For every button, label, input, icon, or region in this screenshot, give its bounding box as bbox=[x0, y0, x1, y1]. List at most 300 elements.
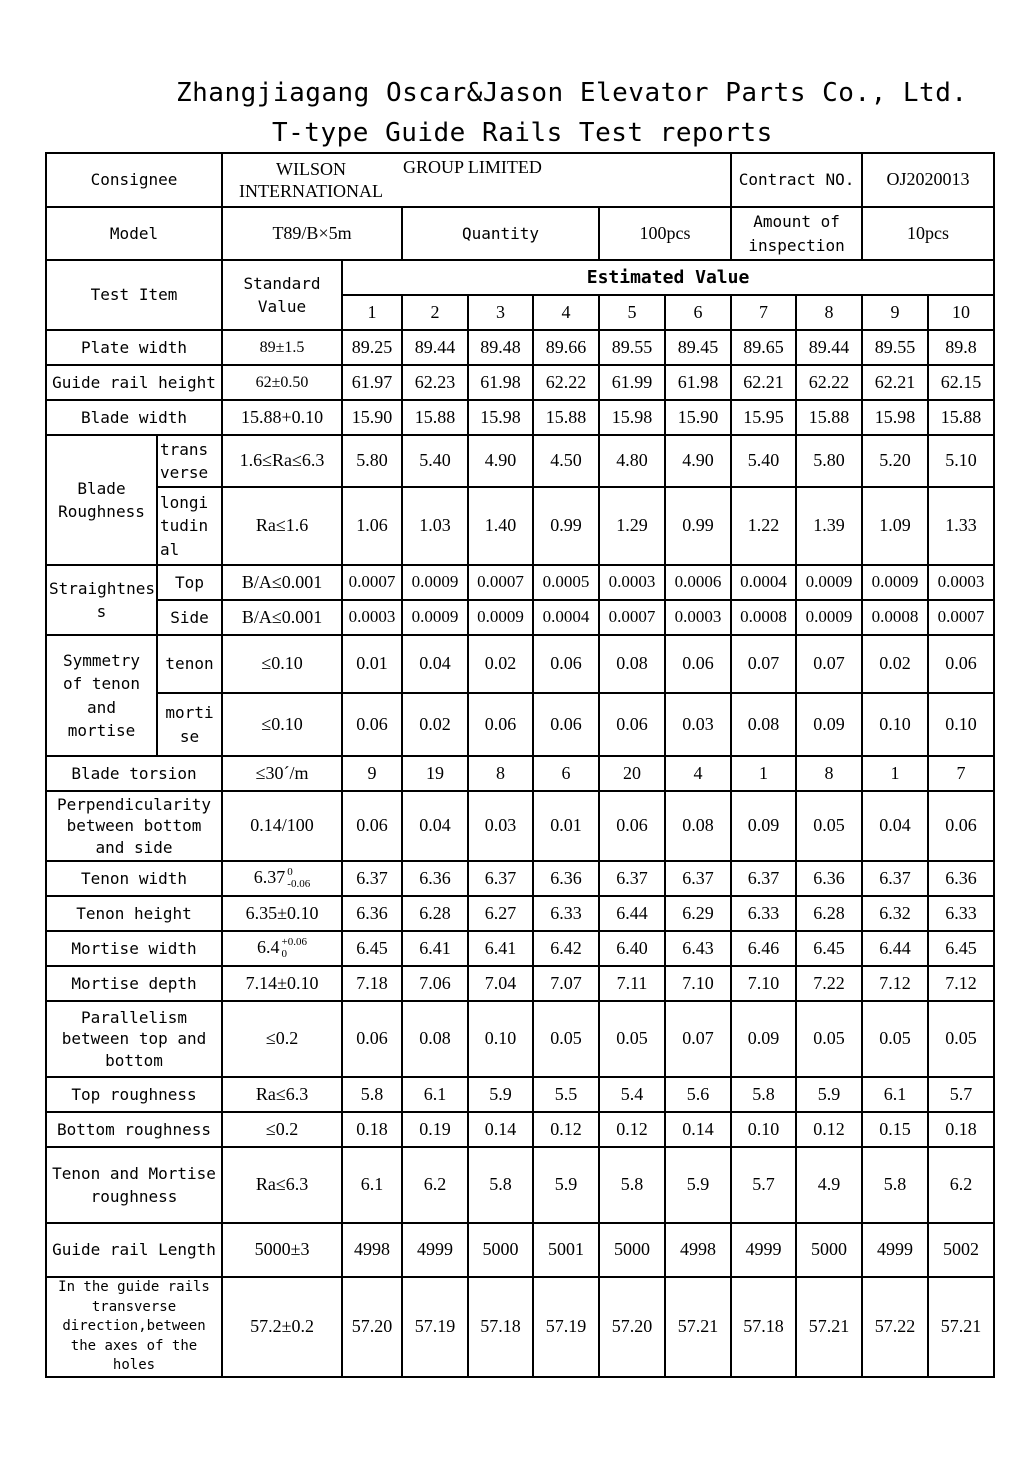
table-row-tenon-height bbox=[46, 896, 994, 931]
measured-value: 0.01 bbox=[342, 635, 402, 693]
measured-value: 6.33 bbox=[731, 896, 796, 931]
table-row-mortise-width bbox=[46, 931, 994, 966]
row-label: Mortise width bbox=[46, 931, 222, 966]
measured-value: 15.88 bbox=[402, 400, 468, 435]
measured-value: 62.21 bbox=[862, 365, 928, 400]
measured-value: 15.98 bbox=[862, 400, 928, 435]
estimated-value-header: Estimated Value bbox=[342, 260, 994, 295]
measured-value: 1.03 bbox=[402, 487, 468, 565]
table-row-blade-torsion bbox=[46, 756, 994, 791]
measured-value: 0.09 bbox=[731, 791, 796, 861]
standard-value: ≤30´/m bbox=[222, 756, 342, 791]
measured-value: 6.46 bbox=[731, 931, 796, 966]
row-group-label: Straightnes s bbox=[46, 565, 157, 635]
measured-value: 0.06 bbox=[599, 693, 665, 756]
measured-value: 89.55 bbox=[599, 330, 665, 365]
quantity-value: 100pcs bbox=[599, 207, 731, 260]
measured-value: 5000 bbox=[796, 1223, 862, 1277]
measured-value: 6.1 bbox=[342, 1147, 402, 1223]
measured-value: 57.19 bbox=[533, 1277, 599, 1377]
table-row-mortise-depth bbox=[46, 966, 994, 1001]
measured-value: 4999 bbox=[402, 1223, 468, 1277]
measured-value: 89.8 bbox=[928, 330, 994, 365]
row-label: Blade torsion bbox=[46, 756, 222, 791]
measured-value: 5.40 bbox=[402, 435, 468, 487]
measured-value: 1.39 bbox=[796, 487, 862, 565]
measured-value: 0.08 bbox=[402, 1001, 468, 1077]
measured-value: 6.2 bbox=[928, 1147, 994, 1223]
measured-value: 6.36 bbox=[342, 896, 402, 931]
measured-value: 0.19 bbox=[402, 1112, 468, 1147]
standard-value: 15.88+0.10 bbox=[222, 400, 342, 435]
measured-value: 5.7 bbox=[928, 1077, 994, 1112]
row-group-label: Blade Roughness bbox=[46, 435, 157, 565]
model-value: T89/B×5m bbox=[222, 207, 402, 260]
measured-value: 7.22 bbox=[796, 966, 862, 1001]
row-sublabel: tenon bbox=[157, 635, 222, 693]
report-title: T-type Guide Rails Test reports bbox=[272, 118, 773, 148]
sample-number: 7 bbox=[731, 295, 796, 330]
contract-label: Contract NO. bbox=[731, 153, 862, 207]
measured-value: 6.44 bbox=[862, 931, 928, 966]
measured-value: 1 bbox=[862, 756, 928, 791]
measured-value: 89.66 bbox=[533, 330, 599, 365]
row-label: Plate width bbox=[46, 330, 222, 365]
consignee-value-line1: WILSON bbox=[276, 158, 347, 179]
measured-value: 0.03 bbox=[468, 791, 533, 861]
measured-value: 57.18 bbox=[731, 1277, 796, 1377]
measured-value: 89.44 bbox=[402, 330, 468, 365]
tolerance-lower: 0 bbox=[281, 947, 288, 960]
consignee-row bbox=[46, 153, 994, 207]
measured-value: 7 bbox=[928, 756, 994, 791]
measured-value: 7.12 bbox=[862, 966, 928, 1001]
measured-value: 6 bbox=[533, 756, 599, 791]
measured-value: 4998 bbox=[342, 1223, 402, 1277]
measured-value: 0.08 bbox=[599, 635, 665, 693]
measured-value: 57.22 bbox=[862, 1277, 928, 1377]
measured-value: 5.6 bbox=[665, 1077, 731, 1112]
measured-value: 57.20 bbox=[342, 1277, 402, 1377]
measured-value: 6.36 bbox=[402, 861, 468, 896]
measured-value: 5.9 bbox=[796, 1077, 862, 1112]
measured-value: 62.23 bbox=[402, 365, 468, 400]
standard-value: Ra≤6.3 bbox=[222, 1147, 342, 1223]
measured-value: 0.0007 bbox=[599, 600, 665, 635]
test-report-table bbox=[45, 152, 995, 1378]
measured-value: 5001 bbox=[533, 1223, 599, 1277]
measured-value: 0.05 bbox=[599, 1001, 665, 1077]
row-label: Guide rail height bbox=[46, 365, 222, 400]
row-label: Blade width bbox=[46, 400, 222, 435]
measured-value: 5.8 bbox=[599, 1147, 665, 1223]
tolerance bbox=[287, 867, 310, 890]
measured-value: 0.0009 bbox=[796, 600, 862, 635]
measured-value: 89.25 bbox=[342, 330, 402, 365]
measured-value: 61.98 bbox=[468, 365, 533, 400]
measured-value: 0.06 bbox=[665, 635, 731, 693]
consignee-value-line2: INTERNATIONAL bbox=[239, 181, 383, 201]
measured-value: 0.99 bbox=[665, 487, 731, 565]
measured-value: 1.29 bbox=[599, 487, 665, 565]
measured-value: 0.02 bbox=[862, 635, 928, 693]
sample-number: 9 bbox=[862, 295, 928, 330]
measured-value: 5.8 bbox=[862, 1147, 928, 1223]
standard-value: Ra≤1.6 bbox=[222, 487, 342, 565]
row-label: In the guide rails transverse direction,between the axes of the holes bbox=[46, 1277, 222, 1377]
measured-value: 0.10 bbox=[468, 1001, 533, 1077]
table-row-plate-width bbox=[46, 330, 994, 365]
measured-value: 0.15 bbox=[862, 1112, 928, 1147]
row-label: Mortise depth bbox=[46, 966, 222, 1001]
standard-value bbox=[222, 861, 342, 896]
measured-value: 0.10 bbox=[731, 1112, 796, 1147]
tolerance-upper: +0.06 bbox=[281, 936, 307, 949]
measured-value: 0.0005 bbox=[533, 565, 599, 600]
measured-value: 0.14 bbox=[665, 1112, 731, 1147]
measured-value: 7.11 bbox=[599, 966, 665, 1001]
measured-value: 61.99 bbox=[599, 365, 665, 400]
consignee-label: Consignee bbox=[46, 153, 222, 207]
measured-value: 0.06 bbox=[928, 635, 994, 693]
tolerance-upper: 0 bbox=[287, 866, 293, 879]
standard-value: B/A≤0.001 bbox=[222, 600, 342, 635]
measured-value: 0.0007 bbox=[342, 565, 402, 600]
sample-number: 2 bbox=[402, 295, 468, 330]
measured-value: 7.18 bbox=[342, 966, 402, 1001]
table-row-guide-rail-length bbox=[46, 1223, 994, 1277]
measured-value: 5.40 bbox=[731, 435, 796, 487]
row-sublabel: morti se bbox=[157, 693, 222, 756]
measured-value: 6.45 bbox=[796, 931, 862, 966]
measured-value: 5002 bbox=[928, 1223, 994, 1277]
standard-value: ≤0.10 bbox=[222, 693, 342, 756]
measured-value: 0.01 bbox=[533, 791, 599, 861]
test-item-header: Test Item bbox=[46, 260, 222, 330]
table-row-bottom-roughness bbox=[46, 1112, 994, 1147]
measured-value: 62.21 bbox=[731, 365, 796, 400]
contract-value: OJ2020013 bbox=[862, 153, 994, 207]
measured-value: 0.12 bbox=[796, 1112, 862, 1147]
measured-value: 89.65 bbox=[731, 330, 796, 365]
measured-value: 20 bbox=[599, 756, 665, 791]
company-name: Zhangjiagang Oscar&Jason Elevator Parts Co., Ltd. bbox=[176, 78, 968, 108]
table-row-top-roughness bbox=[46, 1077, 994, 1112]
measured-value: 0.07 bbox=[796, 635, 862, 693]
measured-value: 15.88 bbox=[533, 400, 599, 435]
row-sublabel: longi tudin al bbox=[157, 487, 222, 565]
measured-value: 57.21 bbox=[796, 1277, 862, 1377]
measured-value: 0.12 bbox=[599, 1112, 665, 1147]
measured-value: 5000 bbox=[468, 1223, 533, 1277]
measured-value: 1 bbox=[731, 756, 796, 791]
measured-value: 8 bbox=[468, 756, 533, 791]
measured-value: 0.06 bbox=[533, 635, 599, 693]
row-label: Bottom roughness bbox=[46, 1112, 222, 1147]
measured-value: 5.4 bbox=[599, 1077, 665, 1112]
measured-value: 15.95 bbox=[731, 400, 796, 435]
measured-value: 5.9 bbox=[665, 1147, 731, 1223]
measured-value: 6.27 bbox=[468, 896, 533, 931]
measured-value: 4999 bbox=[862, 1223, 928, 1277]
measured-value: 0.0009 bbox=[862, 565, 928, 600]
standard-value: 57.2±0.2 bbox=[222, 1277, 342, 1377]
measured-value: 5.10 bbox=[928, 435, 994, 487]
table-row-tenon-mortise-roughness bbox=[46, 1147, 994, 1223]
row-sublabel: trans verse bbox=[157, 435, 222, 487]
measured-value: 0.0009 bbox=[796, 565, 862, 600]
measured-value: 6.44 bbox=[599, 896, 665, 931]
measured-value: 0.0003 bbox=[342, 600, 402, 635]
standard-value-header: Standard Value bbox=[222, 260, 342, 330]
sample-number: 10 bbox=[928, 295, 994, 330]
measured-value: 8 bbox=[796, 756, 862, 791]
measured-value: 0.07 bbox=[731, 635, 796, 693]
measured-value: 57.21 bbox=[665, 1277, 731, 1377]
table-row-guide-rail-height bbox=[46, 365, 994, 400]
standard-base: 6.37 bbox=[253, 866, 286, 887]
measured-value: 0.0009 bbox=[402, 600, 468, 635]
measured-value: 6.45 bbox=[342, 931, 402, 966]
measured-value: 0.0007 bbox=[468, 565, 533, 600]
measured-value: 0.0008 bbox=[862, 600, 928, 635]
row-label: Tenon and Mortise roughness bbox=[46, 1147, 222, 1223]
table-row-hole-axes bbox=[46, 1277, 994, 1377]
measured-value: 7.06 bbox=[402, 966, 468, 1001]
measured-value: 0.05 bbox=[796, 1001, 862, 1077]
measured-value: 5.8 bbox=[468, 1147, 533, 1223]
standard-value: 89±1.5 bbox=[222, 330, 342, 365]
measured-value: 6.1 bbox=[402, 1077, 468, 1112]
measured-value: 0.02 bbox=[402, 693, 468, 756]
measured-value: 0.0003 bbox=[599, 565, 665, 600]
row-label: Perpendicularity between bottom and side bbox=[46, 791, 222, 861]
row-sublabel: Top bbox=[157, 565, 222, 600]
row-label: Parallelism between top and bottom bbox=[46, 1001, 222, 1077]
measured-value: 0.09 bbox=[731, 1001, 796, 1077]
measured-value: 5.8 bbox=[731, 1077, 796, 1112]
row-sublabel: Side bbox=[157, 600, 222, 635]
measured-value: 4 bbox=[665, 756, 731, 791]
measured-value: 6.37 bbox=[342, 861, 402, 896]
measured-value: 7.07 bbox=[533, 966, 599, 1001]
measured-value: 0.10 bbox=[928, 693, 994, 756]
measured-value: 0.12 bbox=[533, 1112, 599, 1147]
measured-value: 0.18 bbox=[342, 1112, 402, 1147]
standard-value: ≤0.2 bbox=[222, 1112, 342, 1147]
measured-value: 0.05 bbox=[928, 1001, 994, 1077]
table-row-symmetry-tenon bbox=[46, 635, 994, 693]
measured-value: 6.28 bbox=[402, 896, 468, 931]
table-row-straightness-top bbox=[46, 565, 994, 600]
measured-value: 7.04 bbox=[468, 966, 533, 1001]
measured-value: 4.90 bbox=[468, 435, 533, 487]
measured-value: 1.33 bbox=[928, 487, 994, 565]
measured-value: 15.90 bbox=[342, 400, 402, 435]
measured-value: 4.50 bbox=[533, 435, 599, 487]
standard-value: 1.6≤Ra≤6.3 bbox=[222, 435, 342, 487]
measured-value: 89.48 bbox=[468, 330, 533, 365]
measured-value: 0.05 bbox=[533, 1001, 599, 1077]
consignee-value-line3: GROUP LIMITED bbox=[403, 157, 542, 178]
measured-value: 0.0007 bbox=[928, 600, 994, 635]
measured-value: 4998 bbox=[665, 1223, 731, 1277]
measured-value: 1.22 bbox=[731, 487, 796, 565]
measured-value: 15.88 bbox=[928, 400, 994, 435]
measured-value: 0.0004 bbox=[533, 600, 599, 635]
measured-value: 0.04 bbox=[402, 635, 468, 693]
quantity-label: Quantity bbox=[402, 207, 599, 260]
measured-value: 6.36 bbox=[928, 861, 994, 896]
standard-value bbox=[222, 931, 342, 966]
measured-value: 61.97 bbox=[342, 365, 402, 400]
row-label: Tenon height bbox=[46, 896, 222, 931]
measured-value: 5.5 bbox=[533, 1077, 599, 1112]
tolerance bbox=[282, 937, 307, 960]
measured-value: 7.10 bbox=[665, 966, 731, 1001]
measured-value: 6.37 bbox=[862, 861, 928, 896]
measured-value: 15.98 bbox=[599, 400, 665, 435]
measured-value: 6.41 bbox=[402, 931, 468, 966]
sample-number: 3 bbox=[468, 295, 533, 330]
measured-value: 6.32 bbox=[862, 896, 928, 931]
measured-value: 5.7 bbox=[731, 1147, 796, 1223]
measured-value: 7.12 bbox=[928, 966, 994, 1001]
measured-value: 0.06 bbox=[468, 693, 533, 756]
measured-value: 62.22 bbox=[533, 365, 599, 400]
measured-value: 9 bbox=[342, 756, 402, 791]
standard-base: 6.4 bbox=[257, 936, 280, 957]
table-row-perpendicularity bbox=[46, 791, 994, 861]
header-row-1 bbox=[46, 260, 994, 295]
amount-label: Amount of inspection bbox=[731, 207, 862, 260]
measured-value: 0.06 bbox=[342, 1001, 402, 1077]
measured-value: 5000 bbox=[599, 1223, 665, 1277]
measured-value: 0.0004 bbox=[731, 565, 796, 600]
measured-value: 0.09 bbox=[796, 693, 862, 756]
measured-value: 57.20 bbox=[599, 1277, 665, 1377]
measured-value: 4.80 bbox=[599, 435, 665, 487]
measured-value: 0.18 bbox=[928, 1112, 994, 1147]
measured-value: 0.0008 bbox=[731, 600, 796, 635]
sample-number: 1 bbox=[342, 295, 402, 330]
measured-value: 15.88 bbox=[796, 400, 862, 435]
measured-value: 62.22 bbox=[796, 365, 862, 400]
tolerance-lower: -0.06 bbox=[287, 877, 311, 890]
measured-value: 4.9 bbox=[796, 1147, 862, 1223]
measured-value: 6.37 bbox=[599, 861, 665, 896]
table-row-tenon-width bbox=[46, 861, 994, 896]
measured-value: 1.06 bbox=[342, 487, 402, 565]
measured-value: 0.06 bbox=[599, 791, 665, 861]
table-row-parallelism bbox=[46, 1001, 994, 1077]
model-label: Model bbox=[46, 207, 222, 260]
measured-value: 0.06 bbox=[342, 693, 402, 756]
measured-value: 1.09 bbox=[862, 487, 928, 565]
measured-value: 0.04 bbox=[862, 791, 928, 861]
measured-value: 6.36 bbox=[533, 861, 599, 896]
measured-value: 0.04 bbox=[402, 791, 468, 861]
measured-value: 6.45 bbox=[928, 931, 994, 966]
measured-value: 0.10 bbox=[862, 693, 928, 756]
measured-value: 5.80 bbox=[796, 435, 862, 487]
measured-value: 6.1 bbox=[862, 1077, 928, 1112]
measured-value: 0.08 bbox=[665, 791, 731, 861]
measured-value: 6.36 bbox=[796, 861, 862, 896]
measured-value: 0.0009 bbox=[468, 600, 533, 635]
consignee-value bbox=[222, 153, 731, 207]
measured-value: 0.05 bbox=[862, 1001, 928, 1077]
measured-value: 5.9 bbox=[533, 1147, 599, 1223]
measured-value: 0.07 bbox=[665, 1001, 731, 1077]
measured-value: 0.14 bbox=[468, 1112, 533, 1147]
table-row-straightness-side bbox=[46, 600, 994, 635]
standard-value: 0.14/100 bbox=[222, 791, 342, 861]
sample-number: 4 bbox=[533, 295, 599, 330]
table-row-blade-width bbox=[46, 400, 994, 435]
measured-value: 89.44 bbox=[796, 330, 862, 365]
measured-value: 6.33 bbox=[928, 896, 994, 931]
measured-value: 0.0003 bbox=[928, 565, 994, 600]
sample-number: 8 bbox=[796, 295, 862, 330]
measured-value: 6.41 bbox=[468, 931, 533, 966]
measured-value: 57.21 bbox=[928, 1277, 994, 1377]
measured-value: 6.40 bbox=[599, 931, 665, 966]
measured-value: 0.06 bbox=[342, 791, 402, 861]
table-row-blade-roughness-longitudinal bbox=[46, 487, 994, 565]
standard-value: 62±0.50 bbox=[222, 365, 342, 400]
measured-value: 89.45 bbox=[665, 330, 731, 365]
table-row-blade-roughness-transverse bbox=[46, 435, 994, 487]
measured-value: 6.2 bbox=[402, 1147, 468, 1223]
measured-value: 6.37 bbox=[731, 861, 796, 896]
measured-value: 0.02 bbox=[468, 635, 533, 693]
measured-value: 0.0003 bbox=[665, 600, 731, 635]
standard-value: B/A≤0.001 bbox=[222, 565, 342, 600]
measured-value: 0.0009 bbox=[402, 565, 468, 600]
row-group-label: Symmetry of tenon and mortise bbox=[46, 635, 157, 756]
measured-value: 0.0006 bbox=[665, 565, 731, 600]
standard-value: Ra≤6.3 bbox=[222, 1077, 342, 1112]
measured-value: 0.06 bbox=[928, 791, 994, 861]
standard-value: 6.35±0.10 bbox=[222, 896, 342, 931]
measured-value: 57.18 bbox=[468, 1277, 533, 1377]
standard-value: 7.14±0.10 bbox=[222, 966, 342, 1001]
measured-value: 0.08 bbox=[731, 693, 796, 756]
measured-value: 62.15 bbox=[928, 365, 994, 400]
measured-value: 5.80 bbox=[342, 435, 402, 487]
row-label: Guide rail Length bbox=[46, 1223, 222, 1277]
measured-value: 61.98 bbox=[665, 365, 731, 400]
measured-value: 5.20 bbox=[862, 435, 928, 487]
standard-value: ≤0.10 bbox=[222, 635, 342, 693]
sample-number: 6 bbox=[665, 295, 731, 330]
measured-value: 1.40 bbox=[468, 487, 533, 565]
measured-value: 6.37 bbox=[665, 861, 731, 896]
measured-value: 0.06 bbox=[533, 693, 599, 756]
measured-value: 15.90 bbox=[665, 400, 731, 435]
measured-value: 6.33 bbox=[533, 896, 599, 931]
table-row-symmetry-mortise bbox=[46, 693, 994, 756]
measured-value: 6.43 bbox=[665, 931, 731, 966]
measured-value: 6.42 bbox=[533, 931, 599, 966]
standard-value: 5000±3 bbox=[222, 1223, 342, 1277]
measured-value: 6.29 bbox=[665, 896, 731, 931]
measured-value: 5.8 bbox=[342, 1077, 402, 1112]
measured-value: 0.05 bbox=[796, 791, 862, 861]
measured-value: 6.37 bbox=[468, 861, 533, 896]
measured-value: 4999 bbox=[731, 1223, 796, 1277]
